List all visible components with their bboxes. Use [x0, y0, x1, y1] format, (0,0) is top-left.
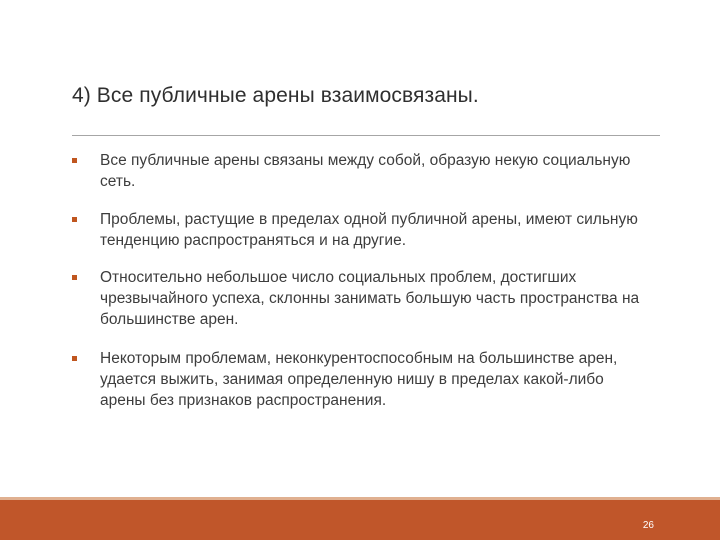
- square-bullet-icon: [72, 217, 77, 222]
- square-bullet-icon: [72, 356, 77, 361]
- footer-highlight-line: [0, 497, 720, 500]
- footer-bar: [0, 497, 720, 540]
- page-number: 26: [642, 520, 654, 531]
- bullet-text: Относительно небольшое число социальных проблем, достигших чрезвычайного успеха, склонны занимать большую часть пространства на большинстве арен.: [100, 269, 640, 328]
- bullet-item: [72, 150, 652, 192]
- square-bullet-icon: [72, 275, 77, 280]
- slide-title: 4) Все публичные арены взаимосвязаны.: [72, 84, 479, 107]
- bullet-item: [72, 348, 652, 411]
- bullet-text: Некоторым проблемам, неконкурентоспособным на большинстве арен, удается выжить, занимая определенную нишу в пределах какой-либо арены без признаков распространения.: [100, 350, 618, 409]
- bullet-item: [72, 267, 652, 330]
- square-bullet-icon: [72, 158, 77, 163]
- title-divider: [72, 135, 660, 136]
- bullet-text: Все публичные арены связаны между собой, образую некую социальную сеть.: [100, 152, 631, 190]
- bullet-list: [72, 150, 652, 428]
- bullet-item: [72, 209, 652, 251]
- bullet-text: Проблемы, растущие в пределах одной публичной арены, имеют сильную тенденцию распространяться и на другие.: [100, 211, 638, 249]
